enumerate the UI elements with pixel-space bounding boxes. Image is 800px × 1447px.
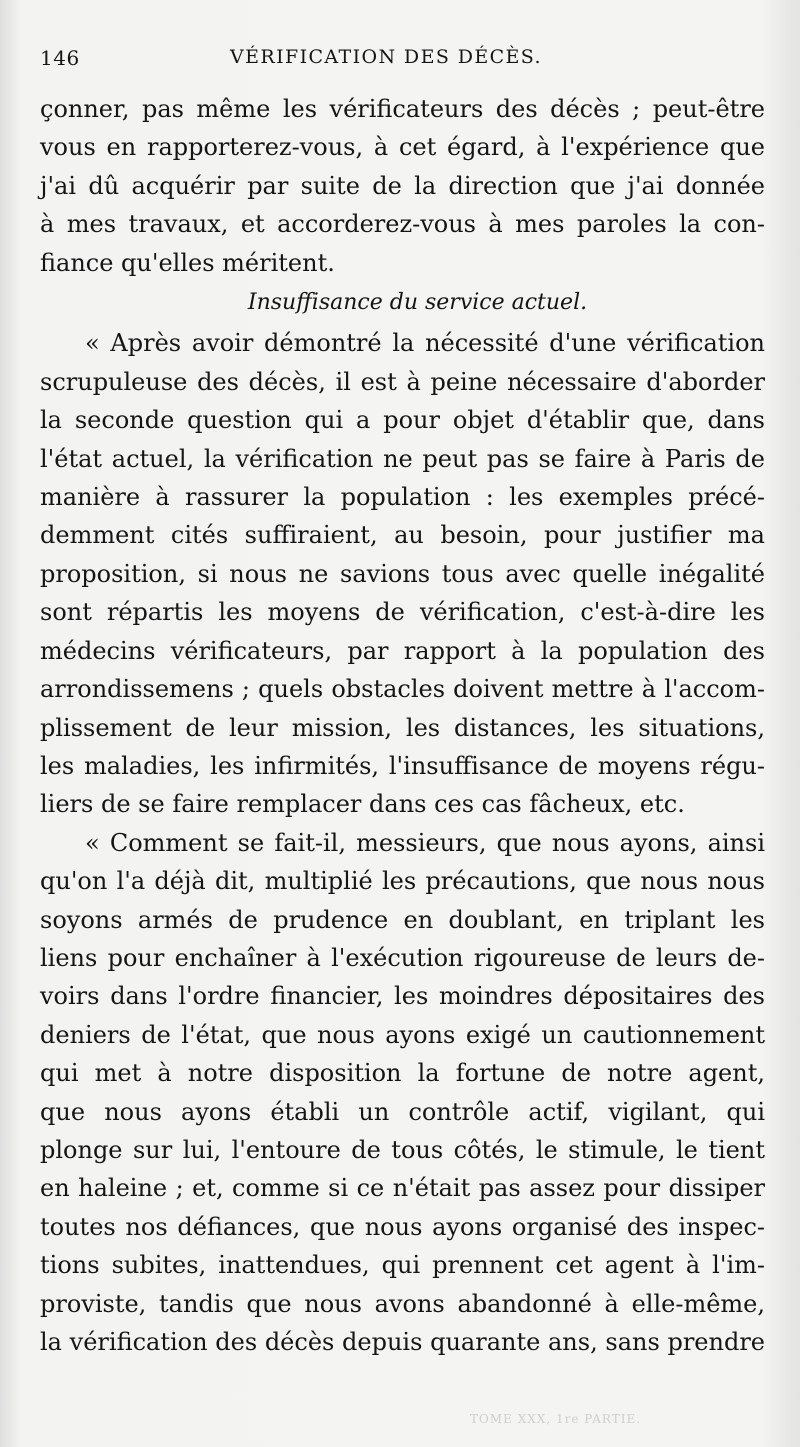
- text-line: tions subites, inattendues, qui prennent cet agent à l'im-: [40, 1251, 765, 1280]
- text-line: « Comment se fait-il, messieurs, que nous ayons, ainsi: [85, 828, 765, 857]
- text-line: que nous ayons établi un contrôle actif, vigilant, qui: [40, 1097, 765, 1126]
- text-line: plissement de leur mission, les distances, les situations,: [40, 713, 765, 742]
- text-line: les maladies, les infirmités, l'insuffisance de moyens régu-: [40, 751, 765, 780]
- text-line: liens pour enchaîner à l'exécution rigoureuse de leurs de-: [40, 943, 765, 972]
- text-line: j'ai dû acquérir par suite de la direction que j'ai donnée: [40, 171, 765, 200]
- text-line: qui met à notre disposition la fortune de notre agent,: [40, 1059, 765, 1088]
- page-header: [40, 40, 780, 80]
- text-line: « Après avoir démontré la nécessité d'une vérification: [85, 329, 765, 358]
- running-head: VÉRIFICATION DES DÉCÈS.: [230, 46, 542, 68]
- text-line: sont répartis les moyens de vérification, c'est-à-dire les: [40, 598, 765, 627]
- text-line: toutes nos défiances, que nous ayons organisé des inspec-: [40, 1212, 765, 1241]
- text-line: manière à rassurer la population : les exemples précé-: [40, 483, 765, 512]
- text-line: qu'on l'a déjà dit, multiplié les précautions, que nous nous: [40, 867, 765, 896]
- paragraph-2: [40, 324, 765, 823]
- text-line: fiance qu'elles méritent.: [40, 248, 335, 277]
- text-line: arrondissemens ; quels obstacles doivent mettre à l'accom-: [40, 675, 765, 704]
- text-line: proviste, tandis que nous avons abandonné à elle-même,: [40, 1289, 765, 1318]
- text-line: scrupuleuse des décès, il est à peine nécessaire d'aborder: [40, 367, 765, 396]
- text-line: en haleine ; et, comme si ce n'était pas assez pour dissiper: [40, 1174, 765, 1203]
- text-line: liers de se faire remplacer dans ces cas fâcheux, etc.: [40, 790, 685, 819]
- text-line: demment cités suffiraient, au besoin, pour justifier ma: [40, 521, 765, 550]
- paragraph-3: [40, 824, 765, 1362]
- section-heading: Insuffisance du service actuel.: [247, 290, 588, 316]
- text-line: plonge sur lui, l'entoure de tous côtés, le stimule, le tient: [40, 1135, 765, 1164]
- text-line: deniers de l'état, que nous ayons exigé un cautionnement: [40, 1020, 765, 1049]
- text-line: vous en rapporterez-vous, à cet égard, à l'expérience que: [40, 133, 765, 162]
- text-line: la seconde question qui a pour objet d'établir que, dans: [40, 406, 765, 435]
- text-line: soyons armés de prudence en doublant, en triplant les: [40, 905, 765, 934]
- paragraph-1: [40, 90, 765, 282]
- text-line: l'état actuel, la vérification ne peut pas se faire à Paris de: [40, 444, 765, 473]
- body-text: [40, 90, 765, 1361]
- text-line: çonner, pas même les vérificateurs des décès ; peut-être: [40, 95, 765, 123]
- text-line: la vérification des décès depuis quarante ans, sans prendre: [40, 1328, 765, 1356]
- text-line: à mes travaux, et accorderez-vous à mes paroles la con-: [40, 210, 765, 239]
- signature-mark: TOME XXX, 1re PARTIE.: [470, 1412, 642, 1426]
- text-line: médecins vérificateurs, par rapport à la population des: [40, 636, 765, 665]
- page-number: 146: [40, 46, 80, 70]
- text-line: voirs dans l'ordre financier, les moindres dépositaires des: [40, 982, 765, 1011]
- text-line: proposition, si nous ne savions tous avec quelle inégalité: [40, 559, 765, 588]
